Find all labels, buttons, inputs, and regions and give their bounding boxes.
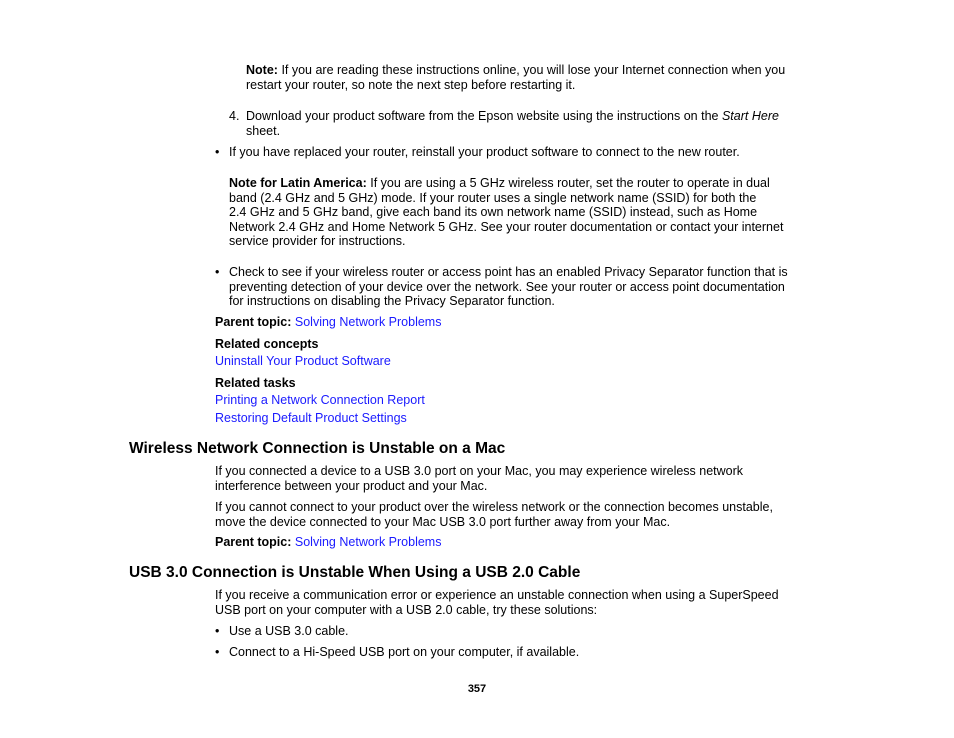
latin-america-line3: 2.4 GHz and 5 GHz band, give each band its own network name (SSID) instead, such as Home <box>229 205 758 219</box>
restoring-default-settings-link[interactable]: Restoring Default Product Settings <box>215 411 407 425</box>
network-connection-report-link[interactable]: Printing a Network Connection Report <box>215 393 425 407</box>
step-number: 4. <box>229 109 240 123</box>
note-text: If you are reading these instructions online, you will lose your Internet connection when you <box>281 63 786 77</box>
mac-p1-line2: interference between your product and your Mac. <box>215 478 488 493</box>
bullet-symbol: • <box>215 645 220 659</box>
uninstall-software-link[interactable]: Uninstall Your Product Software <box>215 354 391 368</box>
parent-topic <box>215 535 441 550</box>
usb-p1-line2: USB port on your computer with a USB 2.0 cable, try these solutions: <box>215 602 598 617</box>
note-paragraph <box>246 63 785 92</box>
mac-p1-line1: If you connected a device to a USB 3.0 port on your Mac, you may experience wireless network <box>215 464 744 478</box>
related-tasks-heading: Related tasks <box>215 376 296 390</box>
usb-p1-line1: If you receive a communication error or experience an unstable connection when using a SuperSpeed <box>215 588 779 602</box>
note-label: Note: <box>246 63 278 77</box>
section-heading-usb: USB 3.0 Connection is Unstable When Using a USB 2.0 Cable <box>129 564 581 581</box>
latin-america-line1: If you are using a 5 GHz wireless router, set the router to operate in dual <box>370 176 770 190</box>
step-4-line2: sheet. <box>246 123 281 138</box>
related-concepts-heading: Related concepts <box>215 337 319 351</box>
privacy-line2: preventing detection of your device over the network. See your router or access point documentation <box>229 279 785 294</box>
mac-paragraph-2 <box>215 500 773 529</box>
note-text-line2: restart your router, so note the next step before restarting it. <box>246 77 576 92</box>
step-4-line1: Download your product software from the Epson website using the instructions on the <box>246 109 719 123</box>
mac-p2-line1: If you cannot connect to your product over the wireless network or the connection becomes unstable, <box>215 500 773 514</box>
start-here-title: Start Here <box>721 109 779 123</box>
usb-paragraph <box>215 588 779 617</box>
privacy-line3: for instructions on disabling the Privacy Separator function. <box>229 294 555 308</box>
section-heading-mac: Wireless Network Connection is Unstable on a Mac <box>129 440 506 457</box>
bullet-symbol: • <box>215 145 220 159</box>
bullet-use-usb3-cable: Use a USB 3.0 cable. <box>229 624 349 638</box>
bullet-symbol: • <box>215 624 220 638</box>
mac-p2-line2: move the device connected to your Mac USB 3.0 port further away from your Mac. <box>215 514 671 529</box>
page-number: 357 <box>467 683 487 695</box>
parent-topic <box>215 315 441 330</box>
solving-network-problems-link[interactable]: Solving Network Problems <box>294 535 442 549</box>
bullet-privacy-separator <box>229 265 788 309</box>
latin-america-note <box>229 176 783 249</box>
step-4-text <box>246 109 779 138</box>
bullet-replaced-router: If you have replaced your router, reinstall your product software to connect to the new router. <box>229 145 740 159</box>
privacy-line1: Check to see if your wireless router or access point has an enabled Privacy Separator function that is <box>229 265 788 279</box>
latin-america-line2: band (2.4 GHz and 5 GHz) mode. If your router uses a single network name (SSID) for both the <box>229 190 757 205</box>
latin-america-note-label: Note for Latin America: <box>229 176 367 190</box>
parent-topic-label: Parent topic: <box>215 315 292 329</box>
mac-paragraph-1 <box>215 464 743 493</box>
solving-network-problems-link[interactable]: Solving Network Problems <box>294 315 442 329</box>
latin-america-line4: Network 2.4 GHz and Home Network 5 GHz. See your router documentation or contact your internet <box>229 219 784 234</box>
latin-america-line5: service provider for instructions. <box>229 234 406 248</box>
parent-topic-label: Parent topic: <box>215 535 292 549</box>
bullet-symbol: • <box>215 265 220 279</box>
bullet-hi-speed-port: Connect to a Hi-Speed USB port on your computer, if available. <box>229 645 580 659</box>
